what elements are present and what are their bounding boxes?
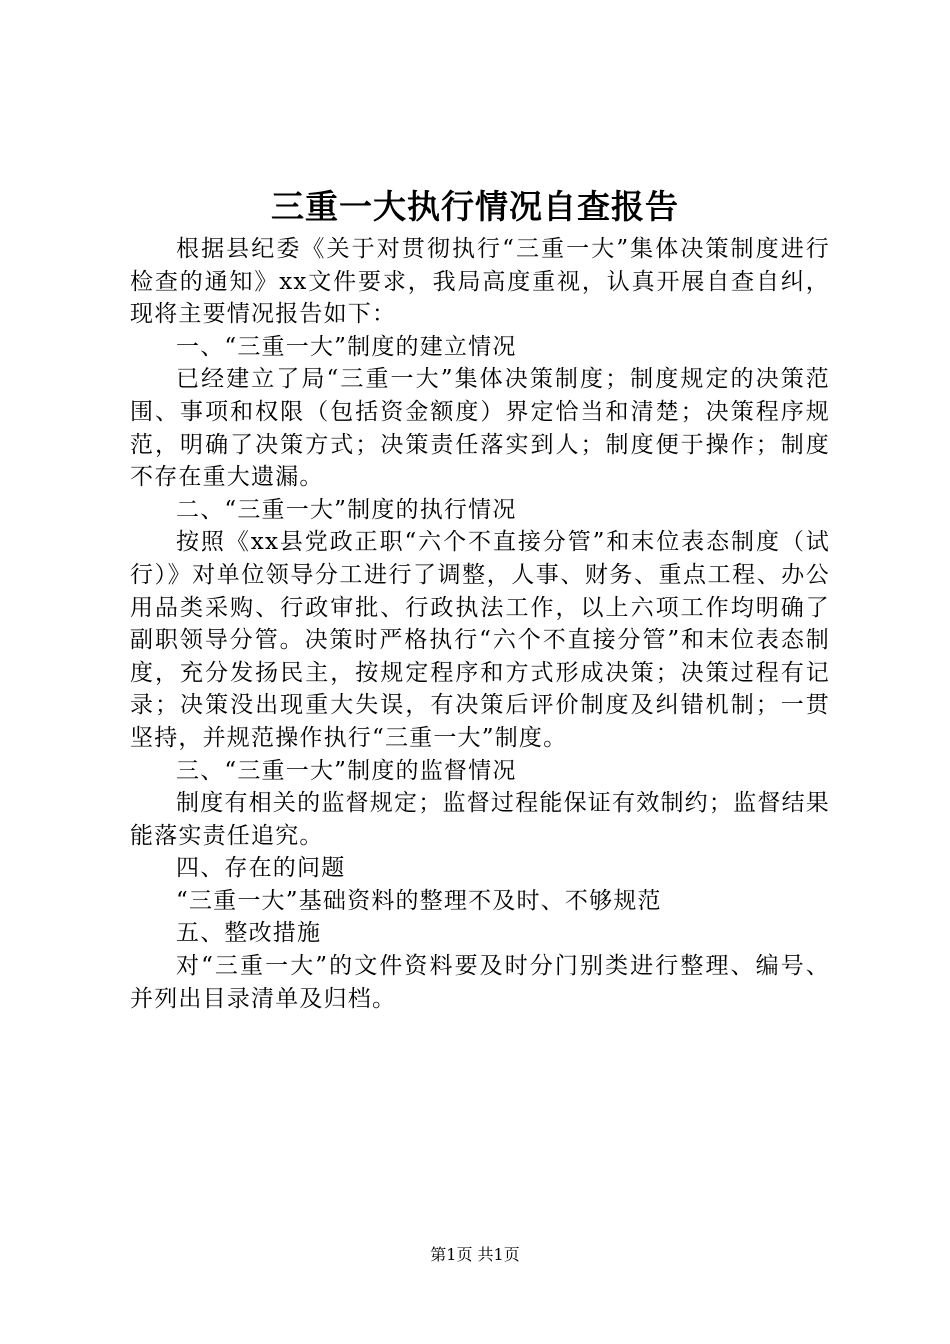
page-footer: 第1页 共1页 — [430, 1245, 520, 1264]
section-heading-3: 三、“三重一大”制度的监督情况 — [176, 757, 517, 784]
document-body — [130, 233, 830, 1015]
section-heading-5: 五、整改措施 — [176, 920, 322, 947]
document-title: 三重一大执行情况自查报告 — [271, 187, 679, 226]
paragraph-section-4: “三重一大”基础资料的整理不及时、不够规范 — [176, 887, 662, 914]
paragraph-section-2: 按照《xx县党政正职“六个不直接分管”和末位表态制度（试行）》对单位领导分工进行了调整，人事、财务、重点工程、办公用品类采购、行政审批、行政执法工作，以上六项工作均明确了副职领导分管。决策时严格执行“六个不直接分管”和末位表态制度，充分发扬民主，按规定程序和方式形成决策；决策过程有记录；决策没出现重大失误，有决策后评价制度及纠错机制；一贯坚持，并规范操作执行“三重一大”制度。 — [130, 529, 830, 751]
paragraph-section-5: 对“三重一大”的文件资料要及时分门别类进行整理、编号、并列出目录清单及归档。 — [130, 953, 830, 1012]
section-heading-4: 四、存在的问题 — [176, 855, 346, 882]
section-heading-2: 二、“三重一大”制度的执行情况 — [176, 496, 517, 523]
paragraph-section-3: 制度有相关的监督规定；监督过程能保证有效制约；监督结果能落实责任追究。 — [130, 790, 830, 849]
paragraph-intro: 根据县纪委《关于对贯彻执行“三重一大”集体决策制度进行检查的通知》xx文件要求，我局高度重视，认真开展自查自纠，现将主要情况报告如下： — [130, 236, 830, 328]
section-heading-1: 一、“三重一大”制度的建立情况 — [176, 333, 517, 360]
paragraph-section-1: 已经建立了局“三重一大”集体决策制度；制度规定的决策范围、事项和权限（包括资金额度）界定恰当和清楚；决策程序规范，明确了决策方式；决策责任落实到人；制度便于操作；制度不存在重大遗漏。 — [130, 366, 830, 491]
